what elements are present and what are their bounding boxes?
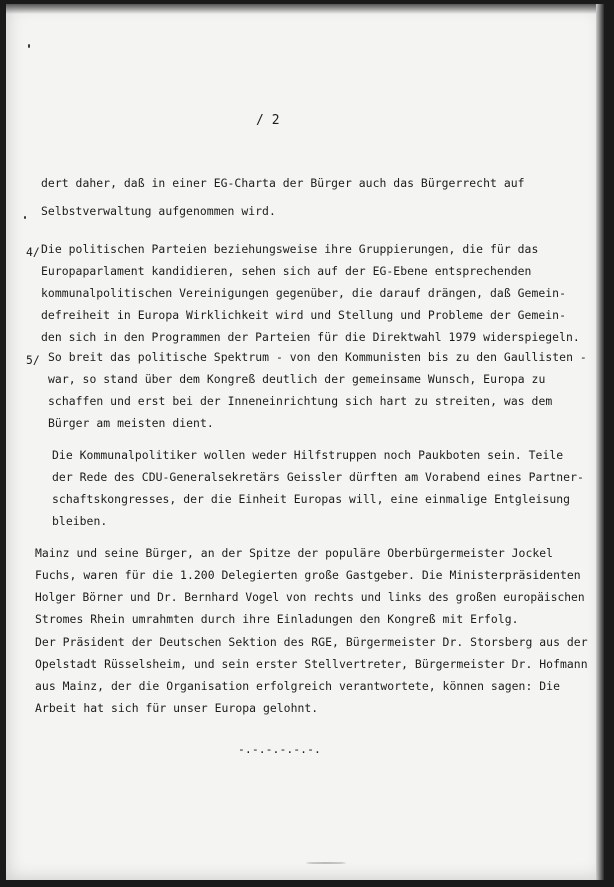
text-line: bleiben.	[52, 514, 108, 528]
text-line: Die Kommunalpolitiker wollen weder Hilfstruppen noch Paukboten sein. Teile	[52, 448, 564, 462]
paragraph-number: 5/	[26, 353, 40, 367]
text-line: dert daher, daß in einer EG-Charta der Bürger auch das Bürgerrecht auf	[41, 176, 525, 190]
text-line: defreiheit in Europa Wirklichkeit wird und Stellung und Probleme der Gemein-	[41, 308, 566, 322]
text-line: Holger Börner und Dr. Bernhard Vogel von rechts und links des großen europäischen	[35, 591, 585, 604]
text-line: So breit das politische Spektrum - von den Kommunisten bis zu den Gaullisten -	[48, 350, 587, 364]
text-line: war, so stand über dem Kongreß deutlich der gemeinsame Wunsch, Europa zu	[48, 372, 546, 386]
scan-edge-top	[6, 4, 604, 14]
paragraph-number: 4/	[26, 245, 40, 259]
text-line: aus Mainz, der die Organisation erfolgreich verantwortete, können sagen: Die	[35, 679, 560, 693]
text-line: schaffen und erst bei der Inneneinrichtung sich hart zu streiten, was dem	[48, 394, 553, 408]
text-line: Stromes Rhein umrahmten durch ihre Einladungen den Kongreß mit Erfolg.	[35, 612, 519, 626]
text-line: Der Präsident der Deutschen Sektion des RGE, Bürgermeister Dr. Storsberg aus der	[35, 635, 588, 649]
text-line: den sich in den Programmen der Parteien für die Direktwahl 1979 widerspiegeln.	[41, 330, 580, 344]
scan-speck	[28, 44, 30, 48]
text-line: Arbeit hat sich für unser Europa gelohnt.	[35, 701, 319, 715]
text-line: kommunalpolitischen Vereinigungen gegenüber, die darauf drängen, daß Gemein-	[41, 286, 566, 300]
text-line: der Rede des CDU-Generalsekretärs Geissler dürften am Vorabend eines Partner-	[52, 470, 584, 484]
text-line: Die politischen Parteien beziehungsweise ihre Gruppierungen, die für das	[41, 242, 539, 256]
text-line: Europaparlament kandidieren, sehen sich auf der EG-Ebene entsprechenden	[41, 264, 532, 278]
scan-edge-right	[596, 4, 604, 880]
page-number: / 2	[256, 113, 280, 128]
text-line: Bürger am meisten dient.	[48, 416, 214, 430]
text-line: Mainz und seine Bürger, an der Spitze der populäre Oberbürgermeister Jockel	[35, 546, 554, 560]
document-page	[6, 4, 604, 880]
text-line: schaftskongresses, der die Einheit Europas will, eine einmalige Entgleisung	[52, 492, 571, 506]
text-line: Selbstverwaltung aufgenommen wird.	[41, 204, 276, 218]
scan-speck	[24, 216, 26, 219]
text-line: Fuchs, waren für die 1.200 Delegierten große Gastgeber. Die Ministerpräsidenten	[35, 568, 581, 582]
text-line: Opelstadt Rüsselsheim, und sein erster Stellvertreter, Bürgermeister Dr. Hofmann	[35, 657, 588, 671]
end-mark: -.-.-.-.-.-.	[238, 742, 321, 756]
scan-speck	[306, 862, 346, 864]
